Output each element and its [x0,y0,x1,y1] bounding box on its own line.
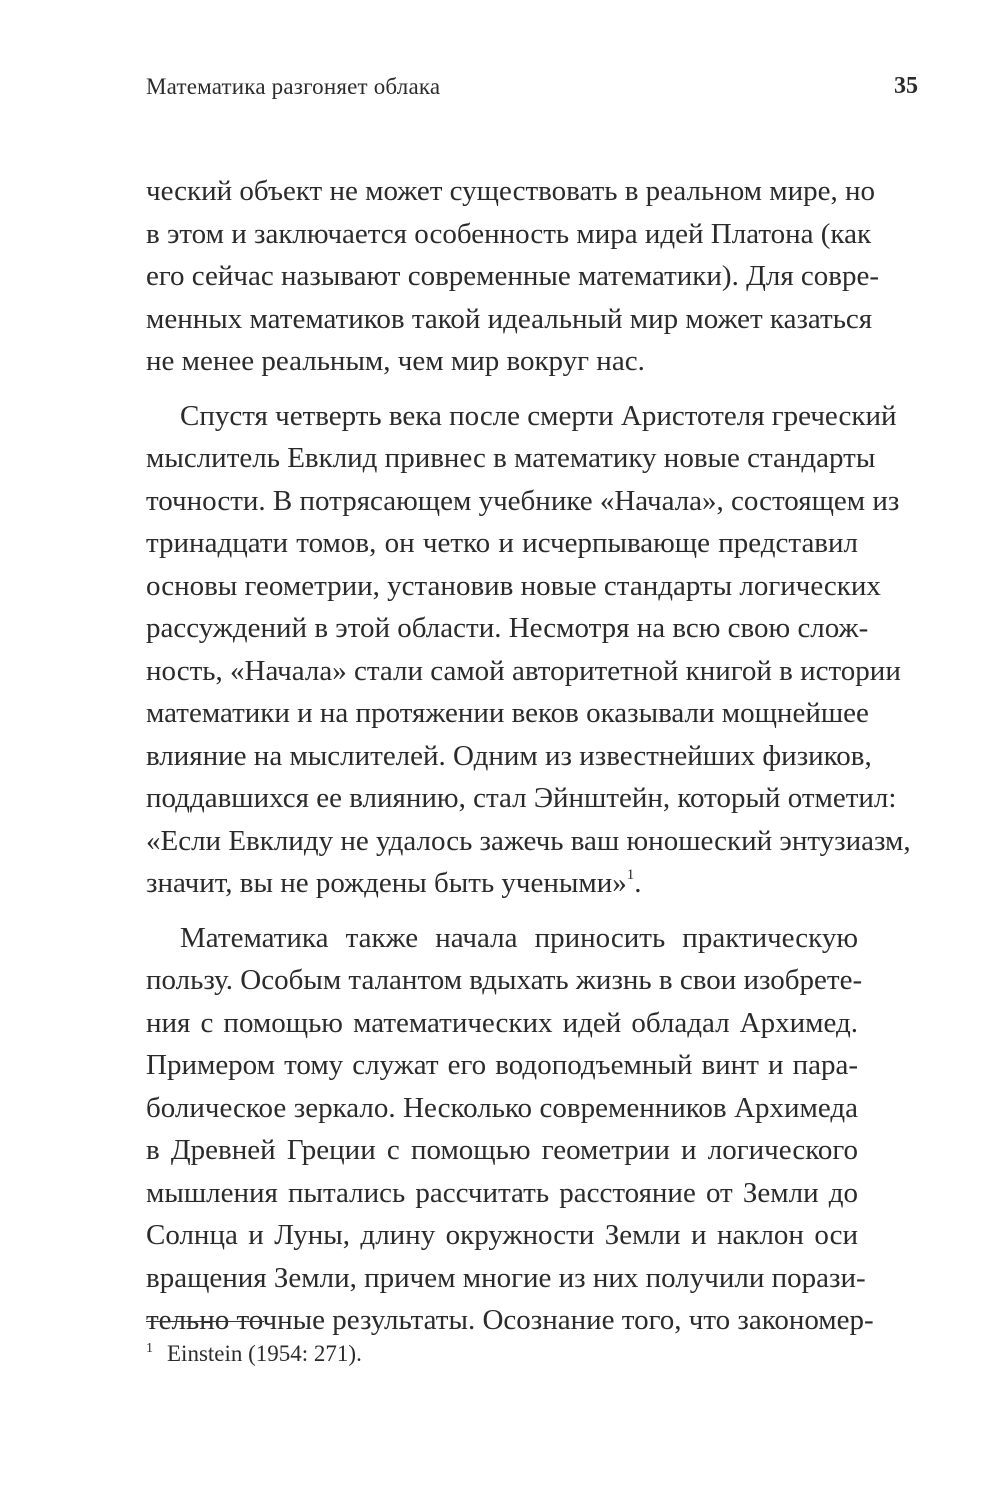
footnote [146,1341,362,1367]
text-line: поддавшихся ее влиянию, стал Эйнштейн, который отметил: [146,782,897,814]
paragraph-1 [146,170,880,383]
footnote-reference[interactable]: 1 [626,867,635,883]
text-line: менных математиков такой идеальный мир может казаться [146,302,873,335]
paragraph-3 [146,917,874,1342]
text-line: ния с помощью математических идей обладал Архимед. [146,1006,858,1039]
text-line: Примером тому служат его водоподъемный винт и пара- [146,1049,858,1081]
paragraph-2 [146,395,911,905]
text-line: тринадцати томов, он четко и исчерпывающе представил [146,527,858,559]
text-line: ность, «Начала» стали самой авторитетной книгой в истории [146,654,901,687]
footnote-number: 1 [146,1341,153,1356]
text-line: тельно точные результаты. Осознание того, что закономер- [146,1304,874,1336]
text-line: «Если Евклиду не удалось зажечь ваш юношеский энтузиазм, [146,824,911,857]
text-line: значит, вы не рождены быть учеными» [146,867,627,899]
text-line: ческий объект не может существовать в реальном мире, но [146,175,876,207]
footnote-text: Einstein (1954: 271). [167,1341,362,1366]
text-line: влияние на мыслителей. Одним из известнейших физиков, [146,739,872,772]
running-head: Математика разгоняет облака [146,74,441,99]
text-line: его сейчас называют современные математики). Для совре- [146,260,880,292]
text-line: не менее реальным, чем мир вокруг нас. [146,345,645,377]
text-line: рассуждений в этой области. Несмотря на всю свою слож- [146,612,869,644]
text-line: в Древней Греции с помощью геометрии и логического [146,1134,858,1166]
text-line: основы геометрии, установив новые стандарты логических [146,569,881,602]
text-line: точности. В потрясающем учебнике «Начала», состоящем из [146,484,900,517]
text-line: Спустя четверть века после смерти Аристотеля греческий [180,399,897,432]
text-line: болическое зеркало. Несколько современников Архимеда [146,1091,858,1124]
text-line: вращения Земли, причем многие из них получили порази- [146,1261,866,1294]
text-line: в этом и заключается особенность мира идей Платона (как [146,217,872,250]
text-line-with-footnote [146,862,858,905]
text-line: Солнца и Луны, длину окружности Земли и наклон оси [146,1219,858,1251]
text-line: мыслитель Евклид привнес в математику новые стандарты [146,442,876,474]
text-line: Математика также начала приносить практическую [180,921,858,954]
sentence-period: . [634,867,642,899]
body-text [146,170,911,1342]
text-line: математики и на протяжении веков оказывали мощнейшее [146,697,869,729]
footnote-rule [146,1321,264,1322]
page-number: 35 [894,73,918,99]
text-line: мышления пытались рассчитать расстояние от Земли до [146,1176,858,1209]
text-line: пользу. Особым талантом вдыхать жизнь в свои изобрете- [146,964,863,996]
